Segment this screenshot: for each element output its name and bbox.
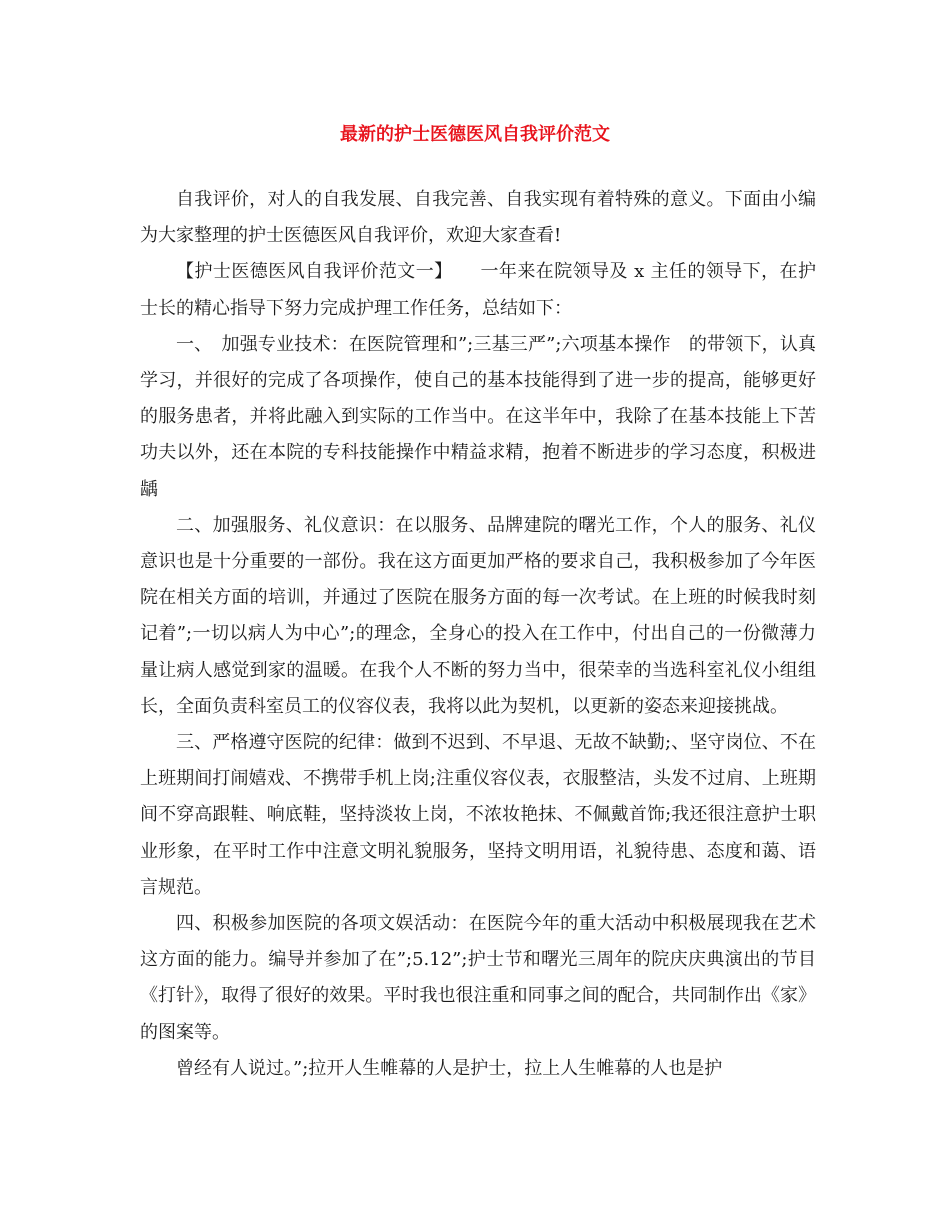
document-title: 最新的护士医德医风自我评价范文 [340, 124, 610, 145]
paragraph-closing: 曾经有人说过。”;拉开人生帷幕的人是护士，拉上人生帷幕的人也是护 [176, 1057, 723, 1079]
paragraph-sample-heading: 【护士医德医风自我评价范文一】 一年来在院领导及 x 主任的领导下，在护士长的精心指导下努力完成护理工作任务，总结如下： [140, 261, 816, 319]
paragraph-section-4: 四、积极参加医院的各项文娱活动：在医院今年的重大活动中积极展现我在艺术这方面的能力。编导并参加了在”;5.12”;护士节和曙光三周年的院庆庆典演出的节目《打针》，取得了很好的效果。平时我也很注重和同事之间的配合，共同制作出《家》的图案等。 [140, 913, 816, 1043]
paragraph-section-1: 一、 加强专业技术：在医院管理和”;三基三严”;六项基本操作 的带领下，认真学习，并很好的完成了各项操作，使自己的基本技能得到了进一步的提高，能够更好的服务患者，并将此融入到实际的工作当中。在这半年中，我除了在基本技能上下苦功夫以外，还在本院的专科技能操作中精益求精，抱着不断进步的学习态度，积极进龋 [140, 333, 816, 500]
paragraph-intro: 自我评价，对人的自我发展、自我完善、自我实现有着特殊的意义。下面由小编为大家整理的护士医德医风自我评价，欢迎大家查看! [140, 189, 816, 247]
document-body [140, 182, 816, 1087]
paragraph-section-2: 二、加强服务、礼仪意识：在以服务、品牌建院的曙光工作，个人的服务、礼仪意识也是十分重要的一部份。我在这方面更加严格的要求自己，我积极参加了今年医院在相关方面的培训，并通过了医院在服务方面的每一次考试。在上班的时候我时刻记着”;一切以病人为中心”;的理念，全身心的投入在工作中，付出自己的一份微薄力量让病人感觉到家的温暖。在我个人不断的努力当中，很荣幸的当选科室礼仪小组组长，全面负责科室员工的仪容仪表，我将以此为契机，以更新的姿态来迎接挑战。 [140, 514, 816, 717]
paragraph-section-3: 三、严格遵守医院的纪律：做到不迟到、不早退、无故不缺勤;、坚守岗位、不在上班期间打闹嬉戏、不携带手机上岗;注重仪容仪表，衣服整洁，头发不过肩、上班期间不穿高跟鞋、响底鞋，坚持淡妆上岗，不浓妆艳抹、不佩戴首饰;我还很注意护士职业形象，在平时工作中注意文明礼貌服务，坚持文明用语，礼貌待患、态度和蔼、语言规范。 [140, 732, 816, 898]
